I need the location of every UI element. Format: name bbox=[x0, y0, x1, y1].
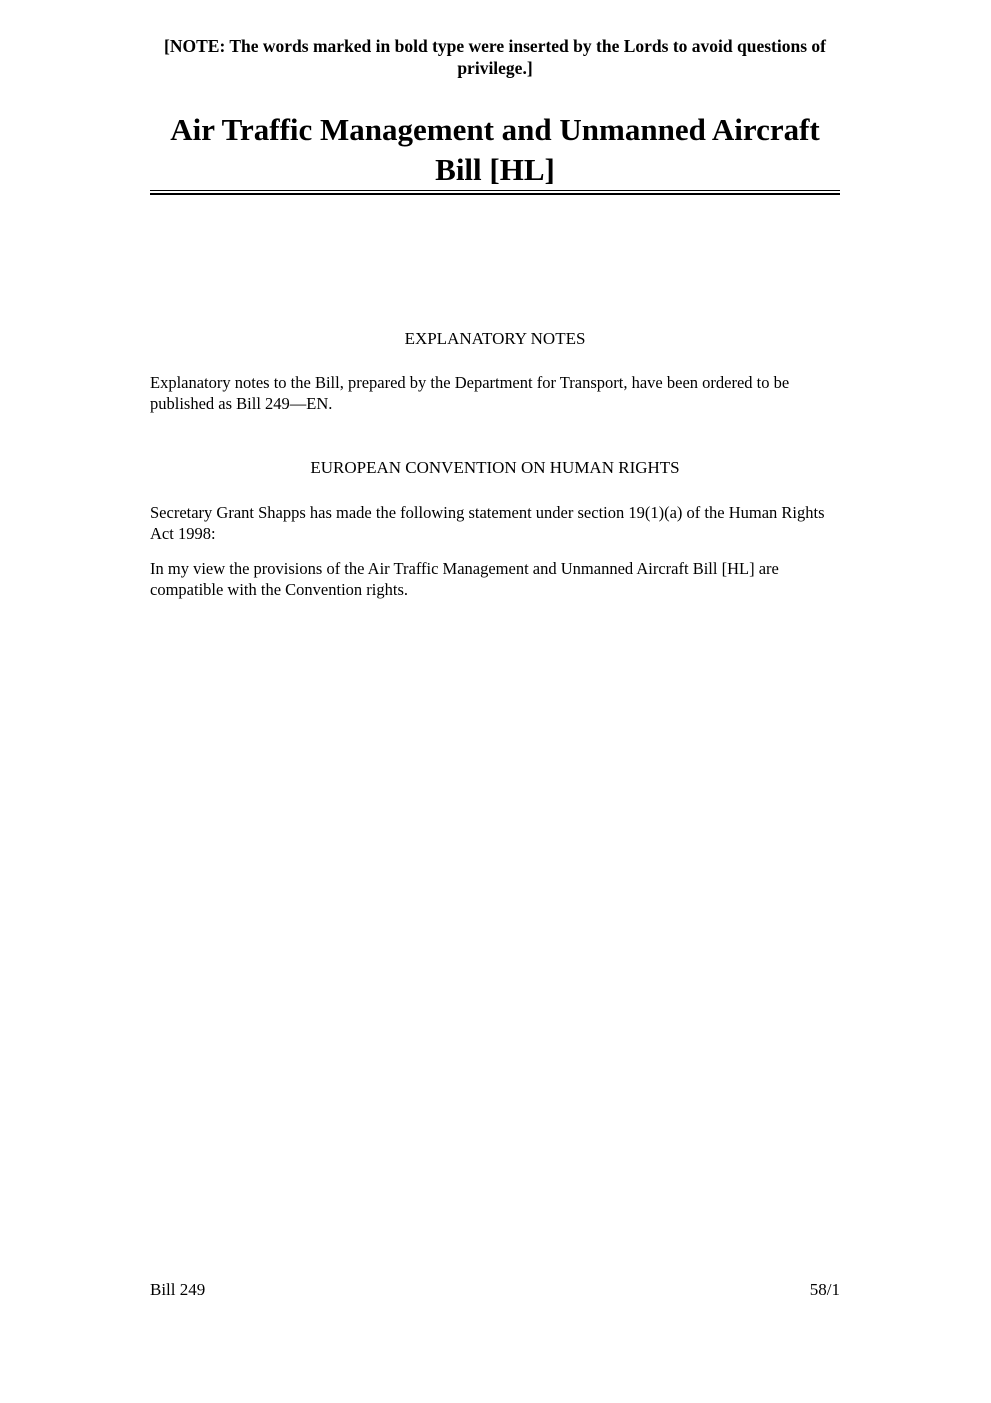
privilege-note: [NOTE: The words marked in bold type were inserted by the Lords to avoid questions of privilege.] bbox=[164, 36, 826, 78]
section-heading-echr: EUROPEAN CONVENTION ON HUMAN RIGHTS bbox=[310, 458, 680, 477]
rule-thin-line bbox=[150, 190, 840, 191]
echr-statement-intro: Secretary Grant Shapps has made the following statement under section 19(1)(a) of the Human Rights Act 1998: bbox=[150, 503, 825, 543]
title-double-rule bbox=[150, 190, 840, 196]
footer-page-reference: 58/1 bbox=[809, 1280, 840, 1299]
bill-title: Air Traffic Management and Unmanned Aircraft Bill [HL] bbox=[170, 112, 820, 187]
footer-bill-number: Bill 249 bbox=[150, 1280, 206, 1299]
echr-compatibility-statement: In my view the provisions of the Air Traffic Management and Unmanned Aircraft Bill [HL] are compatible with the Convention rights. bbox=[150, 559, 779, 599]
explanatory-notes-paragraph: Explanatory notes to the Bill, prepared by the Department for Transport, have been ordered to be published as Bill 249—EN. bbox=[150, 373, 790, 413]
section-heading-explanatory-notes: EXPLANATORY NOTES bbox=[404, 329, 586, 348]
rule-thick-line bbox=[150, 193, 840, 195]
